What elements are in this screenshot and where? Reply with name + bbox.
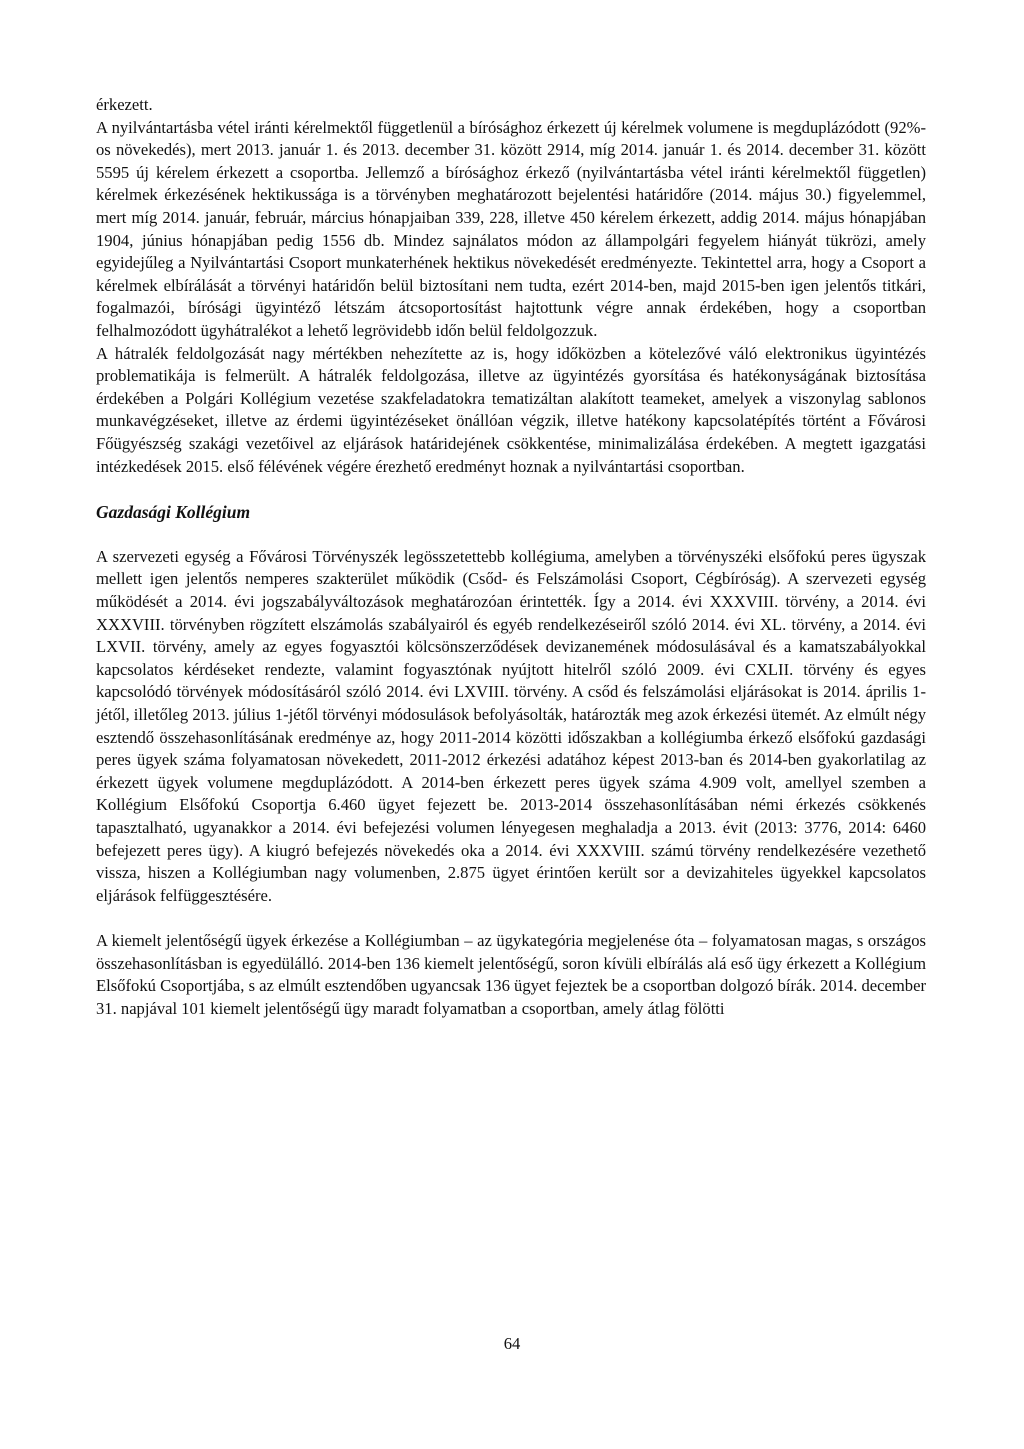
paragraph-backlog-processing: A hátralék feldolgozását nagy mértékben nehezítette az is, hogy időközben a kötelezővé váló elektronikus ügyintézés problematikája is felmerült. A hátralék feldolgozása, illetve az ügyintézés gyorsítása és hatékonyságának biztosítása érdekében a Polgári Kollégium vezetése szakfeladatokra tematizáltan alakított teameket, amelyek a viszonylag sablonos munkavégzéseket, illetve az érdemi ügyintézéseket önállóan végzik, illetve hatékony kapcsolatépítés történt a Fővárosi Főügyészség szakági vezetőivel az eljárások határidejének csökkentése, minimalizálása érdekében. A megtett igazgatási intézkedések 2015. első félévének végére érezhető eredményt hoznak a nyilvántartási csoportban.	[96, 343, 926, 476]
spacer	[96, 907, 926, 930]
paragraph-registration-requests: A nyilvántartásba vétel iránti kérelmektől függetlenül a bírósághoz érkezett új kérelmek volumene is megduplázódott (92%-os növekedés), mert 2013. január 1. és 2013. december 31. között 2914, míg 2014. január 1. és 2014. december 31. között 5595 új kérelem érkezett a csoportba. Jellemző a bírósághoz érkező (nyilvántartásba vétel iránti kérelmektől független) kérelmek érkezésének hektikussága is a törvényben meghatározott bejelentési határidőre (2014. május 30.) figyelemmel, mert míg 2014. január, február, március hónapjaiban 339, 228, illetve 450 kérelem érkezett, addig 2014. május hónapjában 1904, június hónapjában pedig 1556 db. Mindez sajnálatos módon az állampolgári fegyelem hiányát tükrözi, amely egyidejűleg a Nyilvántartási Csoport munkaterhének hektikus növekedését eredményezte. Tekintettel arra, hogy a Csoport a kérelmek elbírálását a törvényi határidőn belül biztosítani nem tudta, ezért 2014-ben, majd 2015-ben igen jelentős titkári, fogalmazói, bírósági ügyintéző létszám átcsoportosítást hajtottunk végre annak érdekében, hogy a csoportban felhalmozódott ügyhátralékot a lehető legrövidebb időn belül feldolgozzuk.	[96, 117, 926, 340]
opening-fragment: érkezett.	[96, 95, 153, 114]
spacer	[96, 523, 926, 546]
paragraph-economic-college: A szervezeti egység a Fővárosi Törvényszék legösszetettebb kollégiuma, amelyben a törvényszéki elsőfokú peres ügyszak mellett igen jelentős nemperes szakterület működik (Csőd- és Felszámolási Csoport, Cégbíróság). A szervezeti egység működését a 2014. évi jogszabályváltozások meghatározóan érintették. Így a 2014. évi XXXVIII. törvény, a 2014. évi XXXVIII. törvényben rögzített elszámolás szabályairól és egyéb rendelkezéseiről szóló 2014. évi XL. törvény, a 2014. évi LXVII. törvény, amely az egyes fogyasztói kölcsönszerződések devizanemének módosulásával és a kamatszabályokkal kapcsolatos kérdéseket rendezte, valamint fogyasztónak nyújtott hitelről szóló 2009. évi CXLII. törvény és egyes kapcsolódó törvények módosításáról szóló 2014. évi LXVIII. törvény. A csőd és felszámolási eljárásokat is 2014. április 1-jétől, illetőleg 2013. július 1-jétől törvényi módosulások befolyásolták, határozták meg azok érkezési ütemét. Az elmúlt négy esztendő összehasonlításának eredménye az, hogy 2011-2014 közötti időszakban a kollégiumba érkező elsőfokú gazdasági peres ügyek száma folyamatosan növekedett, 2011-2012 érkezési adatához képest 2013-ban és 2014-ben gyakorlatilag az érkezett ügyek volumene megduplázódott. A 2014-ben érkezett peres ügyek száma 4.909 volt, amellyel szemben a Kollégium Elsőfokú Csoportja 6.460 ügyet fejezett be. 2013-2014 összehasonlításában némi érkezés csökkenés tapasztalható, ugyanakkor a 2014. évi befejezési volumen lényegesen meghaladja a 2013. évit (2013: 3776, 2014: 6460 befejezett peres ügy). A kiugró befejezés növekedés oka a 2014. évi XXXVIII. számú törvény rendelkezésére vezethető vissza, hiszen a Kollégiumban nagy volumenben, 2.875 ügyet érintően került sor a devizahiteles ügyekkel kapcsolatos eljárások felfüggesztésére.	[96, 546, 926, 905]
document-page	[96, 94, 926, 1020]
spacer	[96, 478, 926, 501]
page-number: 64	[503, 1334, 521, 1353]
section-heading: Gazdasági Kollégium	[96, 501, 251, 522]
paragraph-priority-cases: A kiemelt jelentőségű ügyek érkezése a Kollégiumban – az ügykategória megjelenése óta – folyamatosan magas, s országos összehasonlításban is egyedülálló. 2014-ben 136 kiemelt jelentőségű, soron kívüli elbírálás alá eső ügy érkezett a Kollégium Elsőfokú Csoportjába, s az elmúlt esztendőben ugyancsak 136 ügyet fejeztek be a csoportban dolgozó bírák. 2014. december 31. napjával 101 kiemelt jelentőségű ügy maradt folyamatban a csoportban, amely átlag fölötti	[96, 930, 926, 1018]
